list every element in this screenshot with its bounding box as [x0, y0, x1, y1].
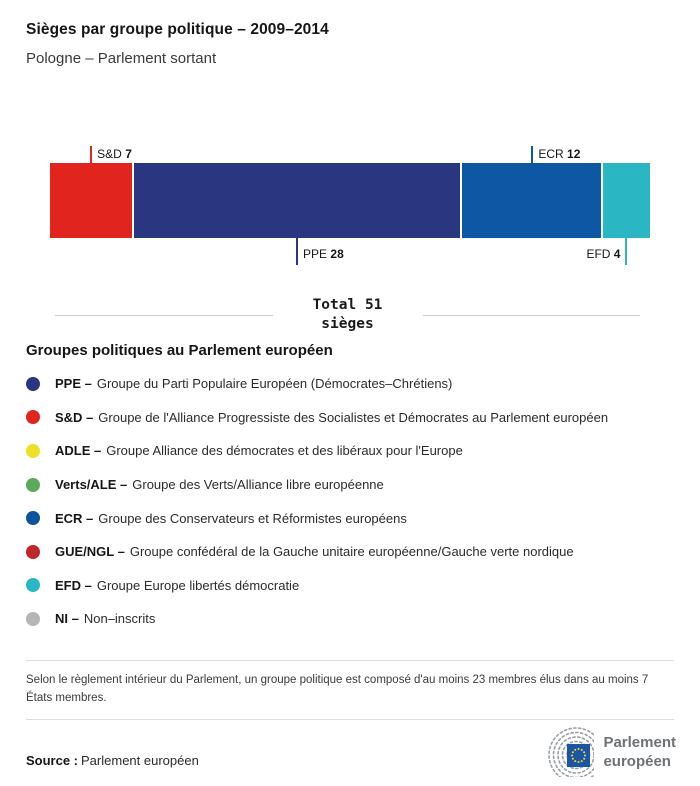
- divider-rule-left: [55, 315, 273, 316]
- leader-line-S&D: [90, 146, 92, 163]
- page-title: Sièges par groupe politique – 2009–2014: [26, 21, 329, 38]
- callout-label-S&D: S&D 7: [97, 147, 132, 161]
- seats-bar-chart: [50, 138, 650, 268]
- legend-row: [26, 468, 676, 502]
- legend-row: [26, 602, 676, 636]
- bar-segment-EFD: [603, 163, 650, 238]
- hemicycle-flag-icon: [532, 727, 594, 777]
- page-subtitle: Pologne – Parlement sortant: [26, 50, 217, 67]
- legend-dot: [26, 444, 40, 458]
- leader-line-ECR: [531, 146, 533, 163]
- legend-dot: [26, 612, 40, 626]
- legend-row: [26, 535, 676, 569]
- logo-line1: Parlement: [603, 734, 676, 751]
- legend-label: PPE –: [55, 376, 92, 392]
- bar-segment-S&D: [50, 163, 132, 238]
- divider-below-footnote: [26, 719, 674, 720]
- footnote: Selon le règlement intérieur du Parlement, un groupe politique est composé d'au moins 23 membres élus dans au moins 7 États membres.: [26, 674, 649, 704]
- legend-dot: [26, 511, 40, 525]
- legend-description: Groupe de l'Alliance Progressiste des Socialistes et Démocrates au Parlement européen: [98, 409, 609, 425]
- leader-line-EFD: [625, 238, 627, 265]
- legend-row: [26, 501, 676, 535]
- total-seats-line2: sièges: [321, 316, 374, 332]
- legend-description: Groupe du Parti Populaire Européen (Démocrates–Chrétiens): [96, 376, 453, 392]
- legend-description: Groupe confédéral de la Gauche unitaire européenne/Gauche verte nordique: [129, 544, 574, 560]
- legend-row: [26, 569, 676, 603]
- divider-rule-right: [423, 315, 641, 316]
- legend-label: Verts/ALE –: [55, 477, 128, 493]
- legend-dot: [26, 377, 40, 391]
- legend-heading: Groupes politiques au Parlement européen: [26, 342, 333, 359]
- european-parliament-logo: [532, 727, 676, 777]
- legend-description: Groupe Europe libertés démocratie: [96, 577, 300, 593]
- divider-above-footnote: [26, 660, 674, 661]
- logo-wordmark: [603, 733, 676, 771]
- legend-description: Non–inscrits: [83, 611, 156, 627]
- legend-description: Groupe des Conservateurs et Réformistes européens: [98, 510, 407, 526]
- logo-line2: européen: [603, 753, 671, 770]
- legend-row: [26, 401, 676, 435]
- leader-line-PPE: [296, 238, 298, 265]
- legend-description: Groupe Alliance des démocrates et des libéraux pour l'Europe: [106, 443, 463, 459]
- total-divider: [55, 296, 640, 334]
- total-seats-label: [273, 296, 423, 334]
- legend-label: GUE/NGL –: [55, 544, 125, 560]
- source-line: [26, 753, 199, 768]
- source-label: Source :: [26, 753, 79, 768]
- source-value: Parlement européen: [81, 753, 199, 768]
- callout-label-EFD: EFD 4: [586, 247, 621, 261]
- callout-label-PPE: PPE 28: [303, 247, 344, 261]
- legend-label: NI –: [55, 611, 79, 627]
- legend-dot: [26, 578, 40, 592]
- legend-dot: [26, 545, 40, 559]
- stacked-bar: [50, 163, 650, 238]
- legend-row: [26, 367, 676, 401]
- total-seats-line1: Total 51: [312, 297, 383, 313]
- legend-label: ADLE –: [55, 443, 102, 459]
- legend-dot: [26, 410, 40, 424]
- legend-list: [26, 367, 676, 636]
- bar-segment-PPE: [134, 163, 460, 238]
- legend-label: S&D –: [55, 409, 94, 425]
- legend-label: ECR –: [55, 510, 94, 526]
- callout-label-ECR: ECR 12: [538, 147, 581, 161]
- legend-label: EFD –: [55, 577, 92, 593]
- legend-row: [26, 434, 676, 468]
- legend-dot: [26, 478, 40, 492]
- legend-description: Groupe des Verts/Alliance libre européenne: [132, 477, 384, 493]
- bar-segment-ECR: [462, 163, 602, 238]
